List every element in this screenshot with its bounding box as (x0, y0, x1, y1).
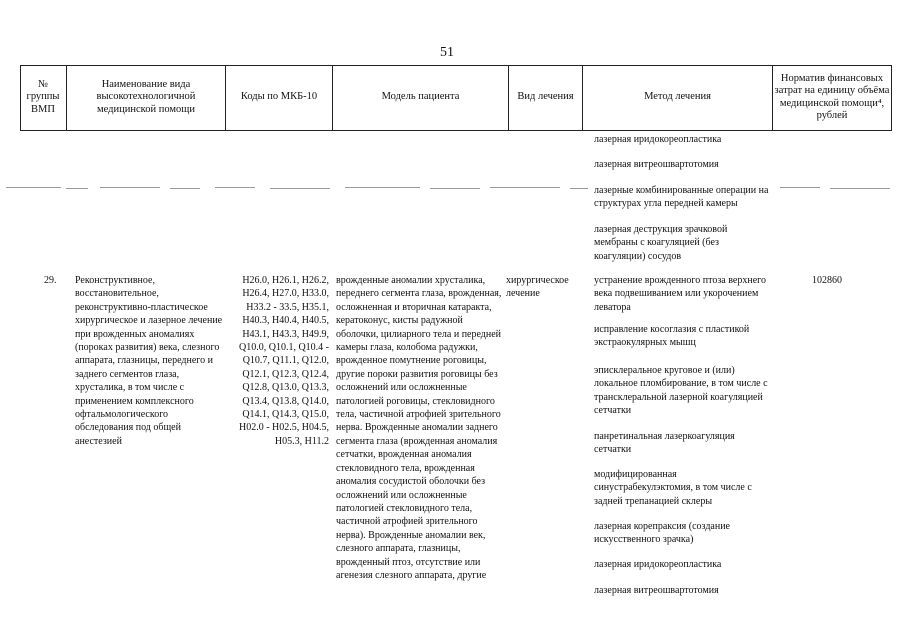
row-name: Реконструктивное, восстановительное, реконструктивно-пластическое хирургическое и лазерное лечение при врожденных аномалиях (пороках развития) века, слезного аппарата, глазницы, переднего и заднего сегментов глаза, хрусталика, в том числе с применением комплексного офтальмологического обследования под общей анестезией (75, 275, 223, 447)
column-divider (772, 65, 773, 130)
row-patient-model: врожденные аномалии хрусталика, переднего сегмента глаза, врожденная, осложненная и вторичная катаракта, кератоконус, кисты радужной оболочки, цилиарного тела и передней камеры глаза, колобома радужки, врожденное помутнение роговицы, другие пороки развития роговицы без осложнений или осложненные патологией роговицы, стекловидного тела, частичной атрофией зрительного нерва. Врожденные аномалии заднего сегмента глаза (врожденная аномалия сетчатки, врожденная аномалия стекловидного тела, врожденная аномалия сосудистой оболочки без осложнений или осложненные патологией стекловидного тела, частичной атрофией зрительного нерва). Врожденные аномалии век, слезного аппарата, глазницы, врожденный птоз, отсутствие или агенезия слезного аппарата, другие (336, 275, 502, 581)
method-item: лазерная витреошвартотомия (594, 585, 719, 596)
continued-method-item: лазерная иридокореопластика (594, 134, 722, 145)
column-divider (66, 65, 67, 130)
column-divider (582, 65, 583, 130)
header-name: Наименование вида высокотехнологичной медицинской помощи (96, 78, 196, 115)
method-item: устранение врожденного птоза верхнего века подвешиванием или укорочением леватора (594, 275, 766, 313)
header-bottom-border (20, 130, 892, 131)
method-item: лазерная корепраксия (создание искусственного зрачка) (594, 521, 730, 546)
row-norm: 102860 (812, 275, 842, 286)
header-group-no: № группы ВМП (26, 78, 60, 115)
column-divider (225, 65, 226, 130)
continued-method-item: лазерная витреошвартотомия (594, 159, 719, 170)
row-treatment-type: хирургическое лечение (506, 275, 569, 300)
method-item: исправление косоглазия с пластикой экстраокулярных мышц (594, 324, 750, 349)
header-treatment-type: Вид лечения (517, 91, 574, 103)
header-patient-model: Модель пациента (381, 91, 460, 103)
method-item: лазерная иридокореопластика (594, 559, 722, 570)
header-norm: Норматив финансовых затрат на единицу объёма медицинской помощи⁴, рублей (774, 72, 890, 121)
continued-method-item: лазерные комбинированные операции на структурах угла передней камеры (594, 185, 769, 210)
method-item: панретинальная лазеркоагуляция сетчатки (594, 431, 735, 456)
row-codes: H26.0, H26.1, H26.2, H26.4, H27.0, H33.0, H33.2 - 33.5, H35.1, H40.3, H40.4, H40.5, H43.1, H43.3, H49.9, Q10.0, Q10.1, Q10.4 - Q10.7, Q11.1, Q12.0, Q12.1, Q12.3, Q12.4, Q12.8, Q13.0, Q13.3, Q13.4, Q13.8, Q14.0, Q14.1, Q14.3, Q15.0, H02.0 - H02.5, H04.5, H05.3, H11.2 (239, 275, 329, 447)
header-codes: Коды по МКБ-10 (240, 91, 318, 103)
column-divider (508, 65, 509, 130)
header-method: Метод лечения (644, 91, 711, 103)
column-divider (891, 65, 892, 130)
page-number: 51 (440, 45, 454, 60)
column-divider (332, 65, 333, 130)
continued-method-item: лазерная деструкция зрачковой мембраны с коагуляцией (без коагуляции) сосудов (594, 224, 728, 262)
method-item: модифицированная синустрабекулэктомия, в том числе с задней трепанацией склеры (594, 469, 752, 507)
method-item: эписклеральное круговое и (или) локальное пломбирование, в том числе с трансклеральной лазерной коагуляцией сетчатки (594, 365, 768, 417)
row-group-no: 29. (44, 275, 57, 286)
